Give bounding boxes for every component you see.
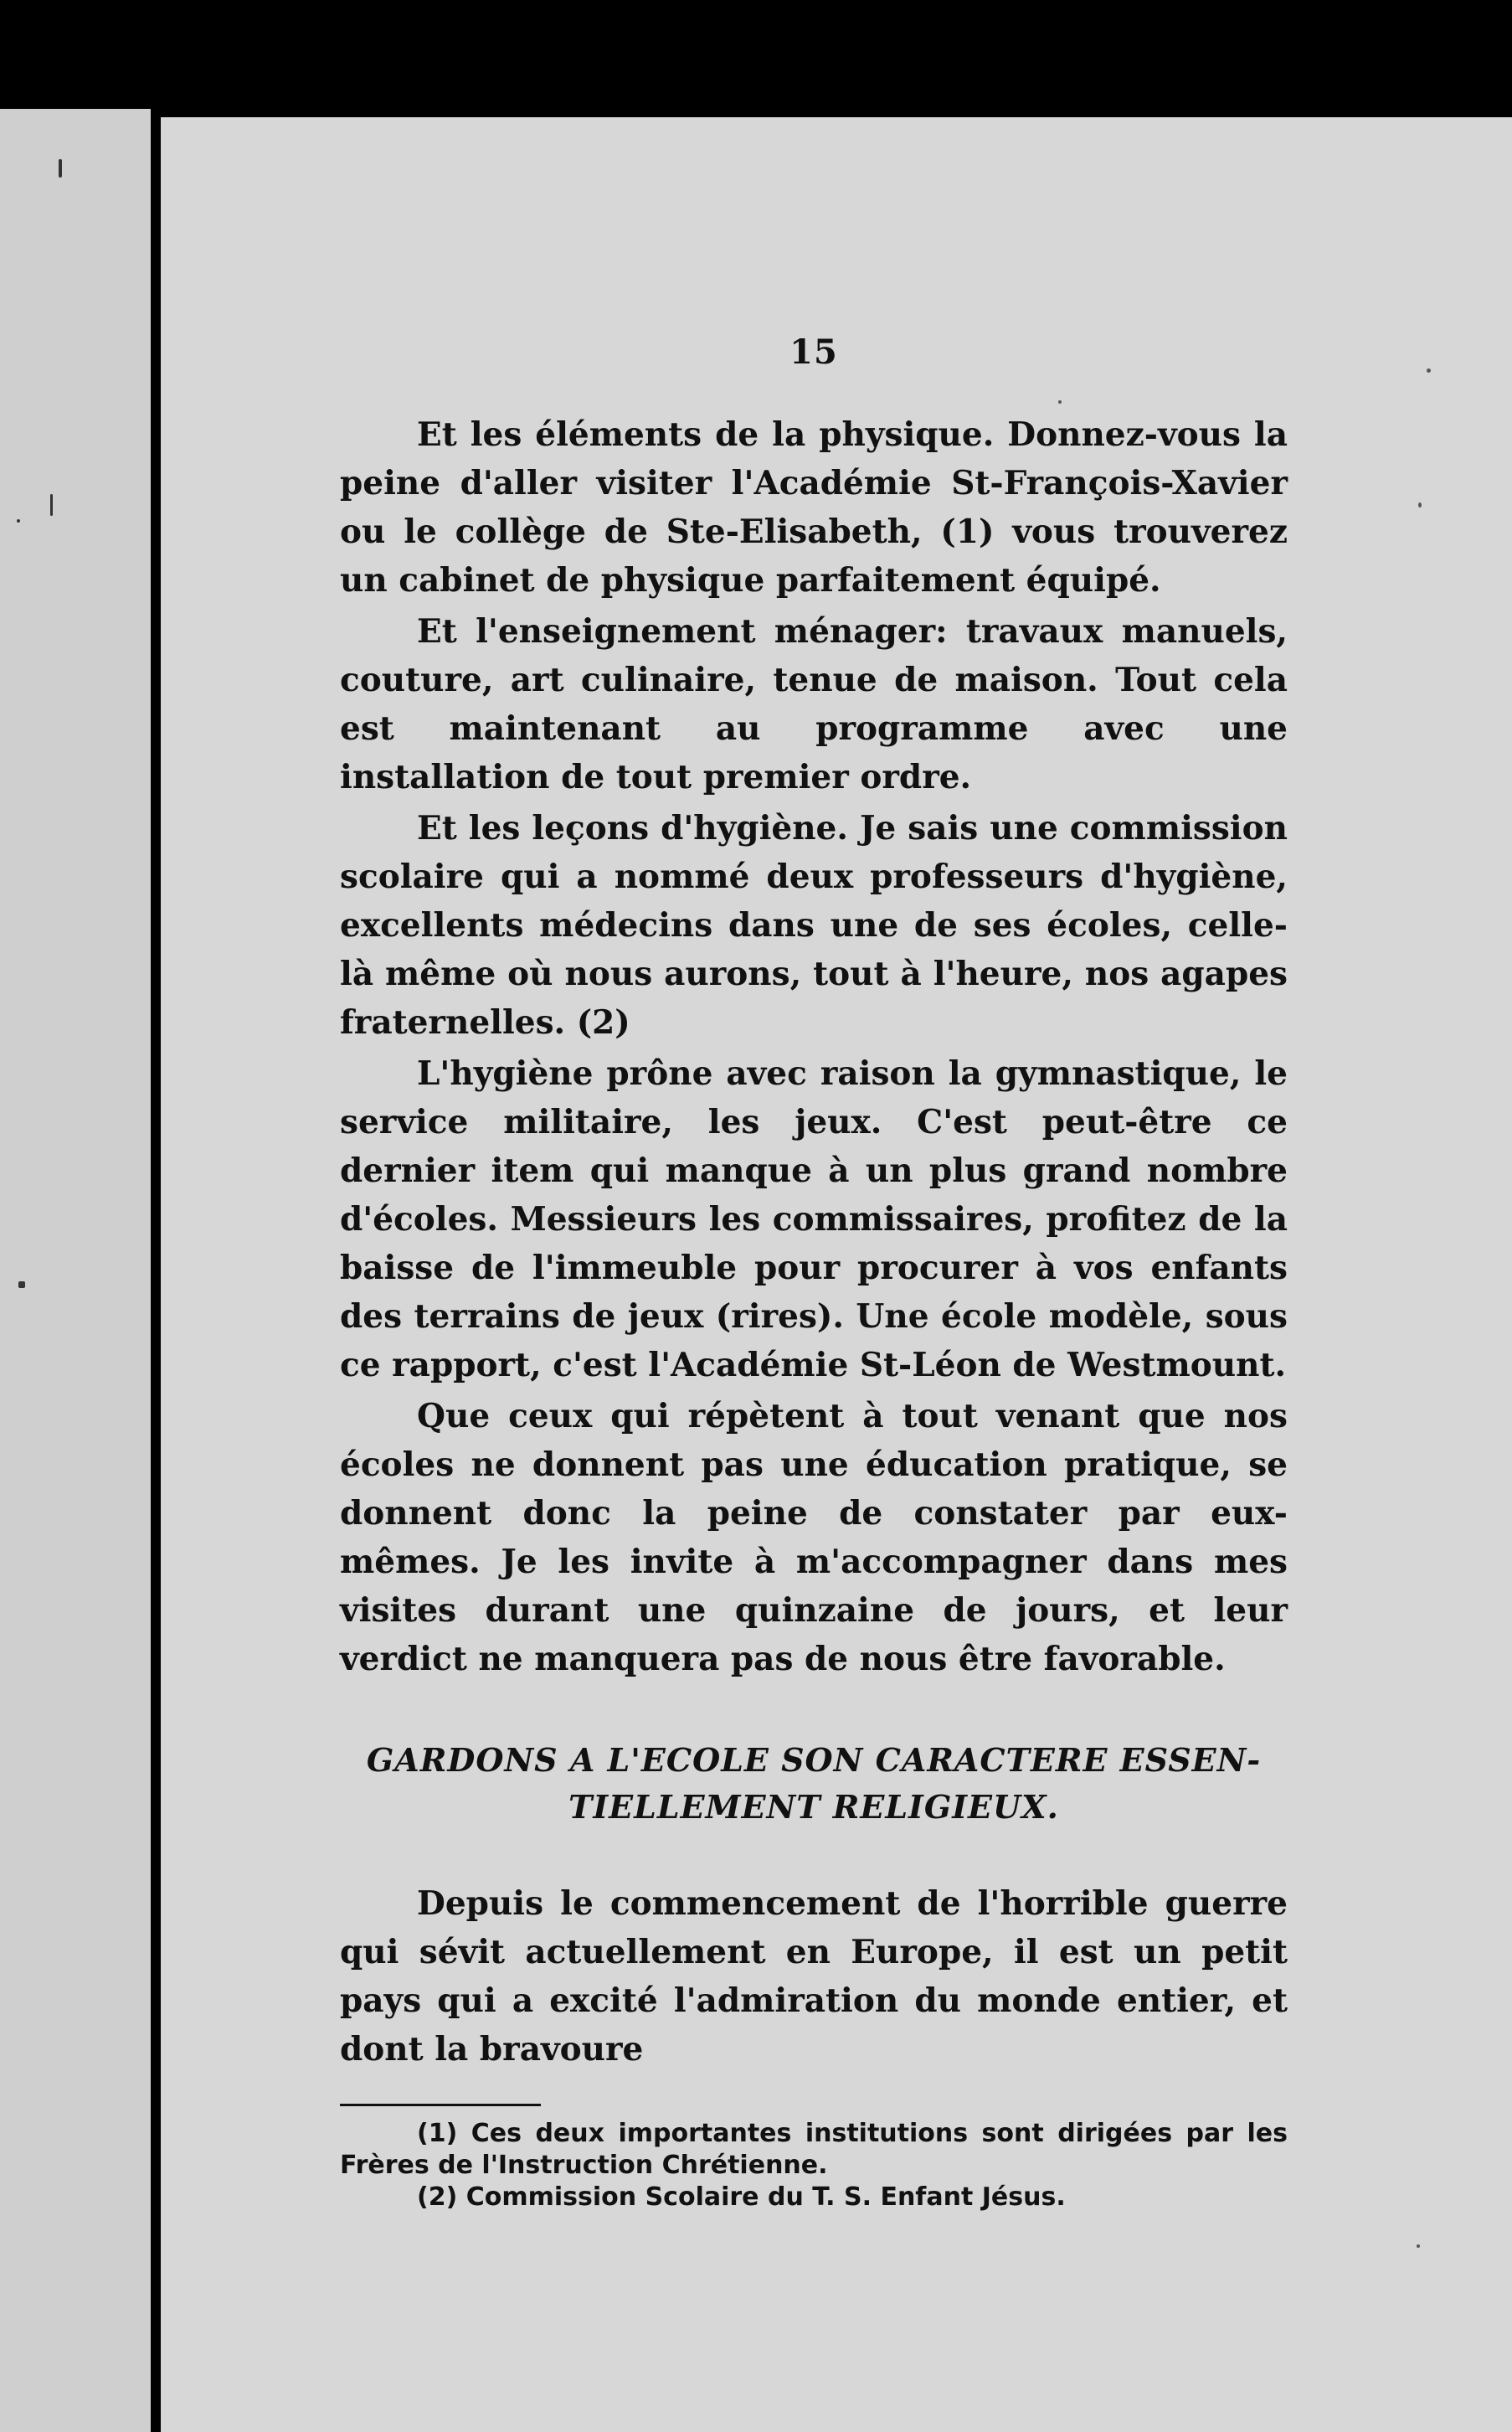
paragraph-guerre: Depuis le commencement de l'horrible guerre qui sévit actuellement en Europe, il est un petit pays qui a excité l'admiration du monde entier, et dont la bravoure bbox=[340, 1884, 1288, 2069]
paragraph-gymnastique: L'hygiène prône avec raison la gymnastique, le service militaire, les jeux. C'est peut-être ce dernier item qui manque à un plus grand nombre d'écoles. Messieurs les commissaires, profitez de la baisse de l'immeuble pour procurer à vos enfants des terrains de jeux (rires). Une école modèle, sous ce rapport, c'est l'Académie St-Léon de Westmount. bbox=[340, 1054, 1288, 1384]
adjacent-page-edge bbox=[0, 109, 151, 2432]
speck bbox=[1427, 368, 1431, 373]
edge-mark bbox=[17, 519, 20, 523]
page-text-column bbox=[340, 328, 1288, 2213]
footnotes bbox=[340, 2118, 1288, 2213]
paragraph-hygiene: Et les leçons d'hygiène. Je sais une commission scolaire qui a nommé deux professeurs d'hygiène, excellents médecins dans une de ses écoles, celle-là même où nous aurons, tout à l'heure, nos agapes fraternelles. (2) bbox=[340, 809, 1288, 1042]
section-heading bbox=[340, 1737, 1288, 1831]
footnote-divider bbox=[340, 2104, 541, 2106]
footnote-2: (2) Commission Scolaire du T. S. Enfant Jésus. bbox=[417, 2182, 1066, 2212]
paragraph-physique: Et les éléments de la physique. Donnez-vous la peine d'aller visiter l'Académie St-François-Xavier ou le collège de Ste-Elisabeth, (1) vous trouverez un cabinet de physique parfaitement équipé. bbox=[340, 415, 1288, 600]
edge-mark bbox=[59, 159, 62, 178]
paragraph-enseignement-menager: Et l'enseignement ménager: travaux manuels, couture, art culinaire, tenue de maison. Tout cela est maintenant au programme avec une installation de tout premier ordre. bbox=[340, 612, 1288, 796]
section-heading-line-2: TIELLEMENT RELIGIEUX. bbox=[568, 1788, 1059, 1826]
footnote-1: (1) Ces deux importantes institutions sont dirigées par les Frères de l'Instruction Chrétienne. bbox=[340, 2119, 1288, 2180]
paragraph-education-pratique: Que ceux qui répètent à tout venant que nos écoles ne donnent pas une éducation pratique, se donnent donc la peine de constater par eux-mêmes. Je les invite à m'accompagner dans mes visites durant une quinzaine de jours, et leur verdict ne manquera pas de nous être favorable. bbox=[340, 1397, 1288, 1678]
speck bbox=[1418, 502, 1422, 508]
edge-mark bbox=[50, 494, 53, 516]
section-heading-line-1: GARDONS A L'ECOLE SON CARACTERE ESSEN- bbox=[366, 1741, 1262, 1779]
edge-mark bbox=[18, 1281, 25, 1288]
speck bbox=[1417, 2244, 1420, 2248]
page-number: 15 bbox=[789, 332, 838, 372]
